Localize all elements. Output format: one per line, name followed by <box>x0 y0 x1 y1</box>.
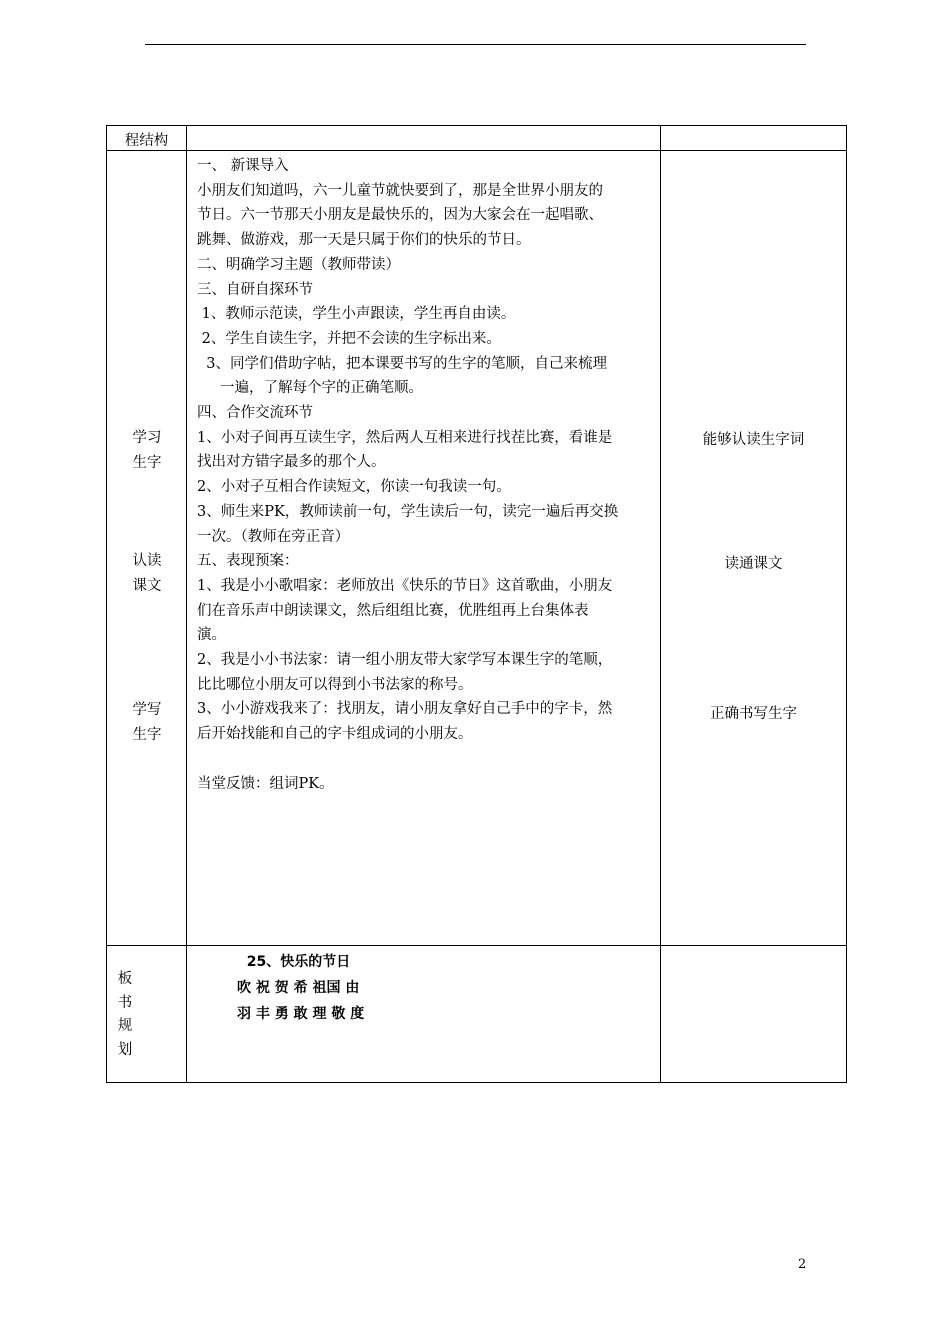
content-line: 演。 <box>197 627 226 644</box>
side-label-write-chars: 学写 生字 <box>132 702 162 743</box>
content-line: 1、教师示范读，学生小声跟读，学生再自由读。 <box>197 306 516 323</box>
goal-cell <box>661 151 847 946</box>
content-line: 节日。六一节那天小朋友是最快乐的，因为大家会在一起唱歌、 <box>197 207 603 224</box>
goal-write-chars: 正确书写生字 <box>710 706 797 722</box>
content-line: 后开始找能和自己的字卡组成词的小朋友。 <box>197 726 473 743</box>
content-line: 跳舞、做游戏，那一天是只属于你们的快乐的节日。 <box>197 232 531 249</box>
board-label: 板 书 规 划 <box>117 971 133 1058</box>
content-line: 三、自研自探环节 <box>197 281 313 298</box>
content-line: 3、同学们借助字帖，把本课要书写的生字的笔顺，自己来梳理 <box>197 355 607 372</box>
content-lines <box>197 154 652 796</box>
board-row <box>107 946 847 1083</box>
page-number: 2 <box>798 1257 807 1272</box>
side-label-study-chars: 学习 生字 <box>132 430 162 471</box>
header-rule <box>145 44 806 45</box>
content-cell <box>187 151 661 946</box>
content-line: 3、师生来PK，教师读前一句，学生读后一句，读完一遍后再交换 <box>197 503 619 520</box>
content-line: 2、学生自读生字，并把不会读的生字标出来。 <box>197 330 501 347</box>
content-line: 3、小小游戏我来了：找朋友，请小朋友拿好自己手中的字卡，然 <box>197 701 613 718</box>
side-label-cell <box>107 151 187 946</box>
content-line: 比比哪位小朋友可以得到小书法家的称号。 <box>197 676 473 693</box>
header-cell-structure <box>107 126 187 151</box>
board-chars-2: 羽 丰 勇 敢 理 敬 度 <box>237 1006 365 1022</box>
content-line: 一遍，了解每个字的正确笔顺。 <box>197 380 424 397</box>
content-line: 一、 新课导入 <box>197 158 289 174</box>
content-line: 1、小对子间再互读生字，然后两人互相来进行找茬比赛，看谁是 <box>197 429 613 446</box>
content-line: 一次。（教师在旁正音） <box>197 528 350 545</box>
header-row <box>107 126 847 151</box>
content-line: 2、我是小小书法家：请一组小朋友带大家学写本课生字的笔顺， <box>197 652 613 669</box>
header-cell-content <box>187 126 661 151</box>
content-line: 五、表现预案： <box>197 553 299 570</box>
content-line: 们在音乐声中朗读课文，然后组组比赛，优胜组再上台集体表 <box>197 602 589 619</box>
board-title: 25、快乐的节日 <box>237 954 351 970</box>
board-goal-cell <box>661 946 847 1083</box>
board-plan <box>237 949 364 1027</box>
side-label-read-text: 认读 课文 <box>132 553 162 594</box>
content-line: 1、我是小小歌唱家：老师放出《快乐的节日》这首歌曲，小朋友 <box>197 577 613 594</box>
main-row <box>107 151 847 946</box>
goal-read-text: 读通课文 <box>724 556 783 572</box>
content-line: 二、明确学习主题（教师带读） <box>197 256 400 273</box>
goal-read-words: 能够认读生字词 <box>702 432 805 448</box>
content-line <box>197 747 652 772</box>
content-line: 小朋友们知道吗，六一儿童节就快要到了，那是全世界小朋友的 <box>197 182 603 199</box>
header-cell-goal <box>661 126 847 151</box>
header-label: 程结构 <box>124 133 169 149</box>
content-line: 当堂反馈：组词PK。 <box>197 775 334 792</box>
content-line: 找出对方错字最多的那个人。 <box>197 454 386 471</box>
content-line: 四、合作交流环节 <box>197 405 313 422</box>
lesson-plan-table <box>106 125 847 1083</box>
board-label-cell <box>107 946 187 1083</box>
board-chars-1: 吹 祝 贺 希 祖国 由 <box>237 980 360 996</box>
content-line: 2、小对子互相合作读短文，你读一句我读一句。 <box>197 479 511 496</box>
board-content-cell <box>187 946 661 1083</box>
